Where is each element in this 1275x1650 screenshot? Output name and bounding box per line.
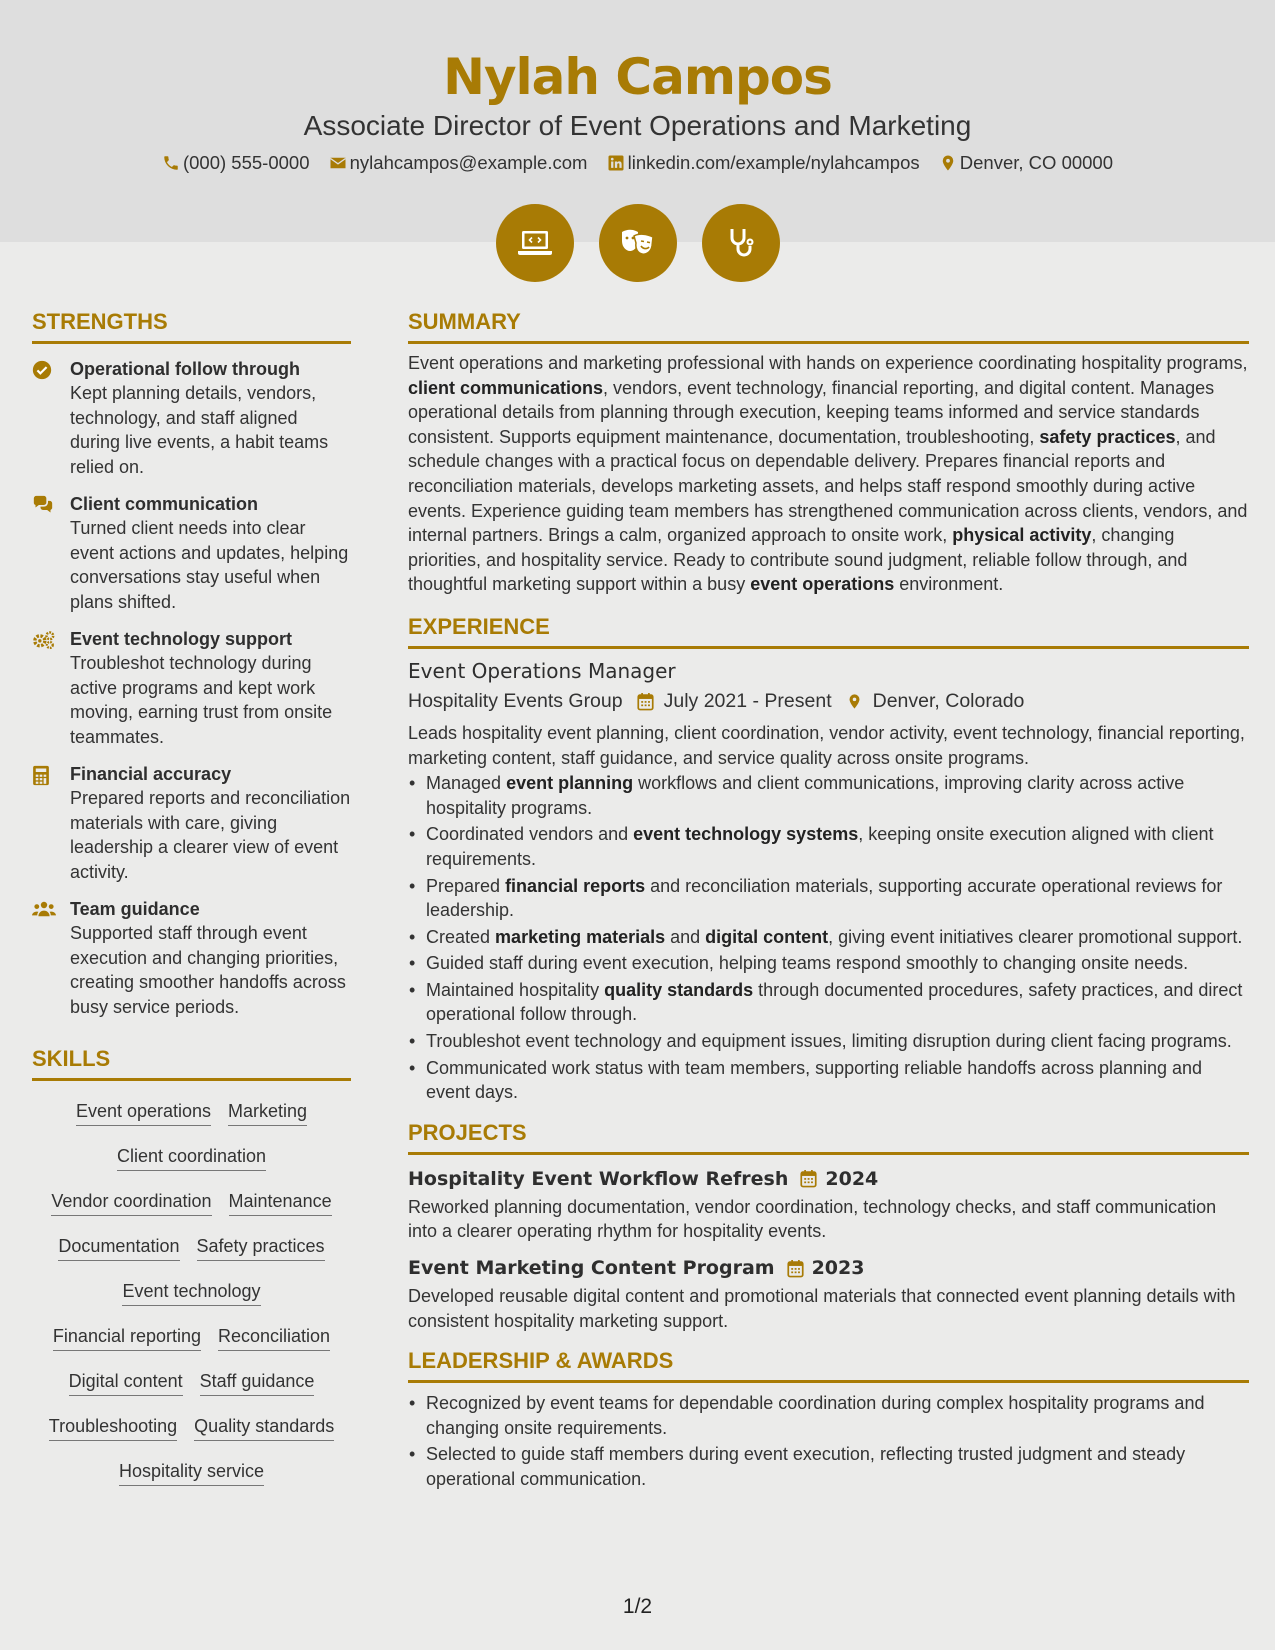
project-desc: Reworked planning documentation, vendor coordination, technology checks, and staff communication into a clearer operating rhythm for hospitality events. [408, 1196, 1217, 1242]
bold-keyword: safety practices [1039, 426, 1176, 447]
bold-keyword: quality standards [604, 979, 754, 1000]
experience-bullet [408, 1029, 1249, 1054]
bold-keyword: financial reports [505, 875, 646, 896]
text-run: Prepared [426, 875, 506, 896]
users-icon [32, 900, 56, 918]
bold-keyword: client communications [408, 377, 604, 398]
skill-tag: Vendor coordination [51, 1191, 211, 1216]
text-run: through documented procedures, safety practices, and direct operational follow through. [426, 979, 1243, 1025]
bold-keyword: event operations [750, 574, 895, 595]
calculator-icon [32, 765, 50, 786]
skill-tag: Digital content [69, 1371, 183, 1396]
calendar-icon [637, 692, 654, 711]
text-run: Communicated work status with team members, supporting reliable handoffs across planning and event days. [426, 1057, 1203, 1103]
contact-bar [0, 152, 1275, 177]
skill-tag: Event operations [76, 1101, 211, 1126]
skill-row [32, 1406, 351, 1451]
award-item: • Selected to guide staff members during event execution, reflecting trusted judgment and steady operational communication. [408, 1442, 1249, 1491]
job-dates-text: July 2021 - Present [663, 690, 832, 713]
summary-heading: SUMMARY [408, 308, 1249, 344]
strength-name: Team guidance [70, 899, 200, 919]
theater-masks-icon [599, 204, 677, 282]
contact-phone [162, 152, 310, 174]
skill-row [32, 1361, 351, 1406]
bold-keyword: physical activity [952, 525, 1092, 546]
contact-email[interactable] [329, 152, 588, 174]
strength-desc: Kept planning details, vendors, technology, and staff aligned during live events, a habit teams relied on. [70, 383, 329, 477]
left-column [32, 308, 351, 1496]
experience-heading: EXPERIENCE [408, 613, 1249, 649]
experience-bullet [408, 978, 1249, 1027]
skill-tag: Marketing [228, 1101, 307, 1126]
text-run: , changing priorities, and hospitality service. Ready to contribute sound judgment, reliable follow through, and thoughtful marketing support within a busy [408, 525, 1188, 595]
strength-desc: Supported staff through event execution and changing priorities, creating smoother handoffs across busy service periods. [70, 923, 346, 1017]
calendar-icon [800, 1169, 817, 1188]
job-description: Leads hospitality event planning, client coordination, vendor activity, event technology, financial reporting, marketing content, staff guidance, and service quality across onsite programs. [408, 722, 1245, 768]
contact-location [939, 152, 1113, 174]
strength-item [32, 762, 351, 884]
strength-desc: Prepared reports and reconciliation materials with care, giving leadership a clearer view of event activity. [70, 788, 351, 882]
project-item [408, 1256, 1249, 1333]
experience-bullet [408, 874, 1249, 923]
project-title: Event Marketing Content Program [408, 1257, 775, 1280]
text-run: and [665, 926, 706, 947]
strength-desc: Turned client needs into clear event actions and updates, helping conversations stay useful when plans shifted. [70, 518, 349, 612]
awards-heading: LEADERSHIP & AWARDS [408, 1347, 1249, 1383]
email-text[interactable]: nylahcampos@example.com [349, 152, 588, 173]
skill-row [32, 1316, 351, 1361]
award-item: • Recognized by event teams for dependable coordination during complex hospitality programs and changing onsite requirements. [408, 1391, 1249, 1440]
job-dates [637, 690, 832, 713]
gears-icon [32, 630, 56, 650]
text-run: , keeping onsite execution aligned with client requirements. [426, 824, 1214, 869]
text-run: Created [426, 926, 496, 947]
strength-item [32, 897, 351, 1019]
location-pin-icon [846, 692, 863, 711]
interest-badges [0, 204, 1275, 282]
phone-text: (000) 555-0000 [182, 152, 310, 173]
job-position: Event Operations Manager [408, 658, 676, 683]
text-run: and reconciliation materials, supporting accurate operational reviews for leadership. [426, 875, 1223, 921]
job-location [846, 690, 1025, 713]
skill-row [32, 1136, 351, 1181]
skill-row [32, 1181, 351, 1226]
page-number: 1/2 [622, 1595, 653, 1618]
text-run: , giving event initiatives clearer promotional support. [828, 926, 1243, 947]
job-title-header: Associate Director of Event Operations and Marketing [303, 110, 972, 141]
experience-bullet [408, 925, 1249, 950]
text-run: , vendors, event technology, financial reporting, and digital content. Manages operational details from planning through execution, keeping teams informed and service standards consistent. Supports equipment maintenance, documentation, troubleshooting, [408, 377, 1215, 447]
project-item [408, 1167, 1249, 1244]
location-pin-icon [939, 154, 957, 172]
text-run: Event operations and marketing professional with hands on experience coordinating hospitality programs, [408, 353, 1248, 373]
experience-bullet [408, 951, 1249, 976]
skill-tag: Hospitality service [119, 1461, 264, 1486]
bold-keyword: event planning [506, 773, 634, 794]
job-meta [408, 688, 1249, 716]
experience-bullet [408, 771, 1249, 820]
summary-text [408, 351, 1249, 597]
skill-row [32, 1451, 351, 1496]
experience-bullet [408, 1056, 1249, 1105]
linkedin-icon [607, 154, 625, 172]
skill-tag: Documentation [58, 1236, 179, 1261]
candidate-name: Nylah Campos [443, 48, 832, 106]
strength-name: Operational follow through [70, 359, 300, 379]
stethoscope-icon [702, 204, 780, 282]
contact-linkedin[interactable] [607, 152, 920, 174]
bold-keyword: event technology systems [633, 824, 859, 845]
strength-item [32, 492, 351, 614]
text-run: Managed [426, 773, 507, 794]
text-run: Maintained hospitality [426, 979, 605, 1000]
skill-row [32, 1226, 351, 1271]
job-company: Hospitality Events Group [408, 690, 623, 713]
skill-tag: Event technology [122, 1281, 260, 1306]
experience-bullet [408, 822, 1249, 871]
strength-name: Event technology support [70, 629, 293, 649]
right-column [408, 308, 1249, 1494]
linkedin-text[interactable]: linkedin.com/example/nylahcampos [627, 152, 920, 173]
skill-row [32, 1091, 351, 1136]
projects-heading: PROJECTS [408, 1119, 1249, 1155]
strength-name: Financial accuracy [70, 764, 232, 784]
strengths-heading: STRENGTHS [32, 308, 351, 344]
text-run: environment. [894, 574, 1004, 595]
laptop-code-icon [496, 204, 574, 282]
skill-row [32, 1271, 351, 1316]
text-run: Coordinated vendors and [426, 824, 634, 845]
comments-icon [32, 495, 54, 515]
project-desc: Developed reusable digital content and promotional materials that connected event planning details with consistent hospitality marketing support. [408, 1286, 1236, 1331]
text-run: Guided staff during event execution, helping teams respond smoothly to changing onsite needs. [426, 953, 1189, 974]
skill-tag: Client coordination [117, 1146, 266, 1171]
experience-bullets [408, 771, 1249, 1105]
project-year: 2023 [811, 1257, 865, 1280]
phone-icon [162, 154, 180, 172]
skill-tag: Safety practices [197, 1236, 325, 1261]
skills-list [32, 1091, 351, 1496]
skills-heading: SKILLS [32, 1045, 351, 1081]
awards-bullets [408, 1391, 1249, 1491]
check-circle-icon [32, 360, 52, 380]
bold-keyword: digital content [705, 926, 829, 947]
text-run: Troubleshot event technology and equipment issues, limiting disruption during client facing programs. [426, 1031, 1232, 1052]
text-run: , and schedule changes with a practical focus on dependable delivery. Prepares financial reports and reconciliation materials, develops marketing assets, and helps staff respond smoothly during active events. Experience guiding team members has strengthened communication across clients, vendors, and internal partners. Brings a calm, organized approach to onsite work, [408, 426, 1248, 546]
project-title: Hospitality Event Workflow Refresh [408, 1167, 789, 1190]
skill-tag: Maintenance [229, 1191, 332, 1216]
strength-name: Client communication [70, 494, 259, 514]
strength-item [32, 627, 351, 749]
skill-tag: Financial reporting [53, 1326, 201, 1351]
skill-tag: Staff guidance [200, 1371, 315, 1396]
calendar-icon [787, 1259, 804, 1278]
skill-tag: Quality standards [194, 1416, 334, 1441]
job-location-text: Denver, Colorado [872, 690, 1025, 713]
project-year: 2024 [825, 1167, 879, 1190]
location-text: Denver, CO 00000 [959, 152, 1114, 173]
skill-tag: Troubleshooting [49, 1416, 177, 1441]
strength-desc: Troubleshot technology during active programs and kept work moving, earning trust from onsite teammates. [70, 653, 333, 747]
strength-item [32, 357, 351, 479]
skill-tag: Reconciliation [218, 1326, 330, 1351]
bold-keyword: marketing materials [495, 926, 666, 947]
envelope-icon [329, 154, 347, 172]
text-run: workflows and client communications, improving clarity across active hospitality programs. [426, 773, 1185, 818]
